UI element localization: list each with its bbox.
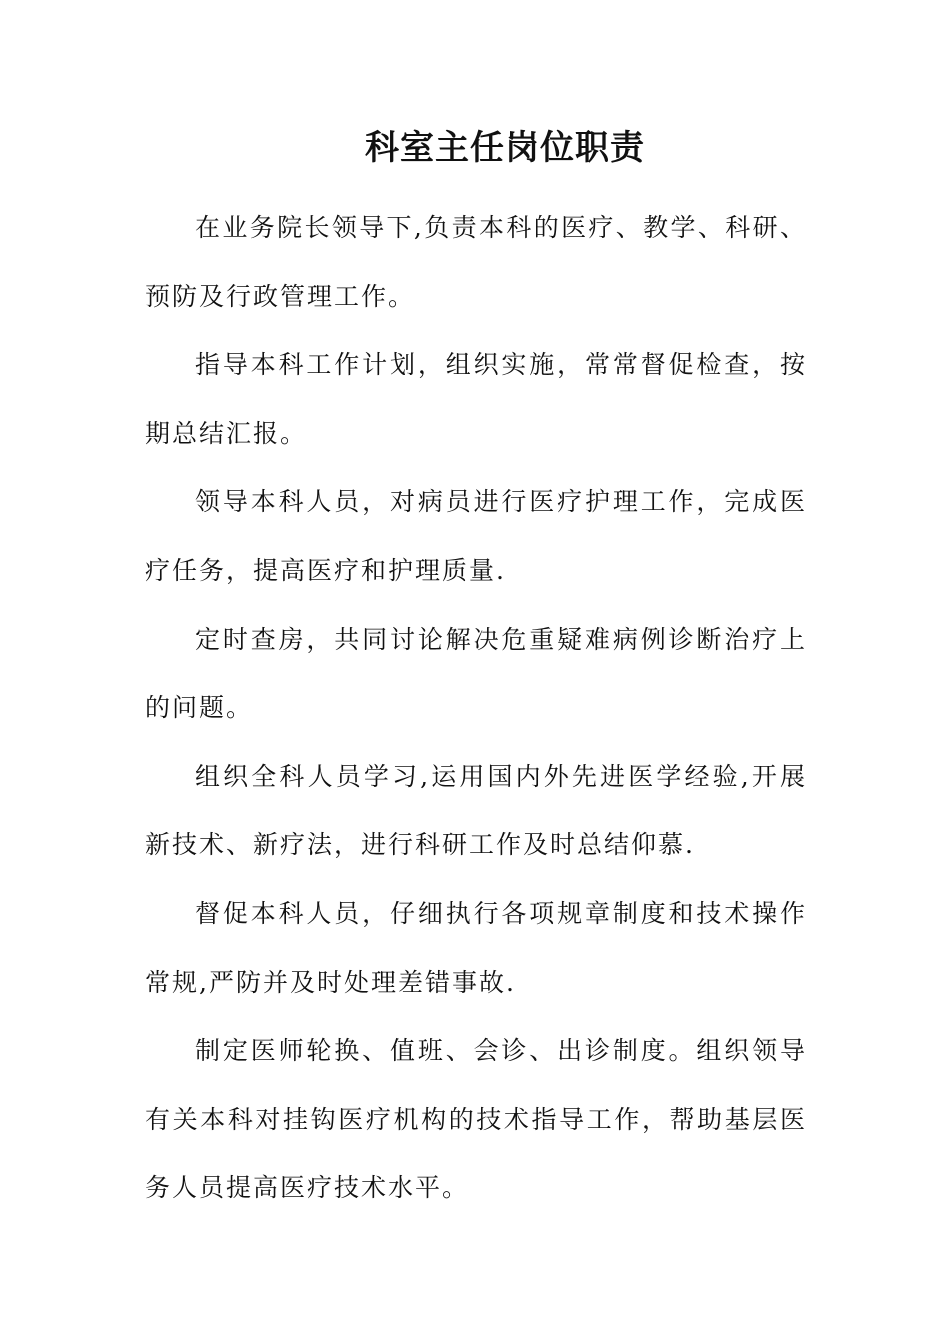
- document-body: [145, 194, 807, 1223]
- paragraph-7: 制定医师轮换、值班、会诊、出诊制度。组织领导有关本科对挂钩医疗机构的技术指导工作，帮助基层医务人员提高医疗技术水平。: [145, 1036, 807, 1203]
- paragraph-4: 定时查房，共同讨论解决危重疑难病例诊断治疗上的问题。: [145, 624, 807, 723]
- paragraph-1: 在业务院长领导下,负责本科的医疗、教学、科研、预防及行政管理工作。: [145, 213, 807, 311]
- paragraph-6: 督促本科人员，仔细执行各项规章制度和技术操作常规,严防并及时处理差错事故.: [145, 898, 807, 997]
- paragraph-5: 组织全科人员学习,运用国内外先进医学经验,开展新技术、新疗法，进行科研工作及时总结仰慕.: [145, 761, 807, 860]
- document-title: 科室主任岗位职责: [365, 128, 645, 168]
- paragraph-3: 领导本科人员，对病员进行医疗护理工作，完成医疗任务，提高医疗和护理质量.: [145, 487, 807, 585]
- paragraph-2: 指导本科工作计划，组织实施，常常督促检查，按期总结汇报。: [145, 350, 807, 448]
